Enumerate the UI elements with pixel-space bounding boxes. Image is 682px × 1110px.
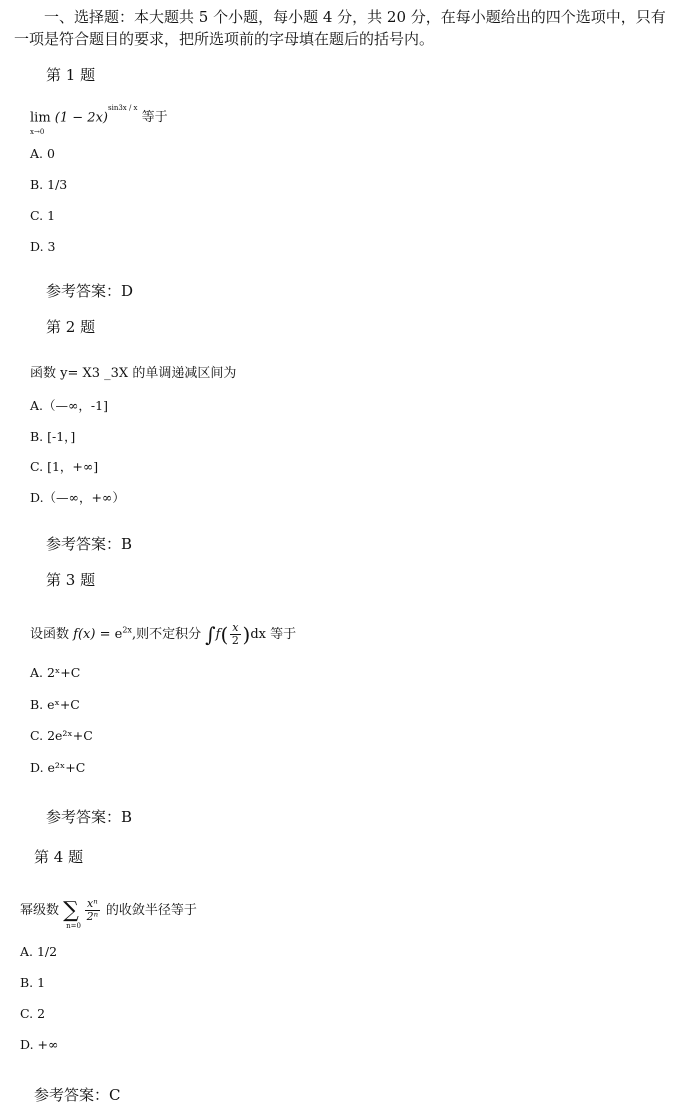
- question-3-option-a: A. 2ˣ+C: [30, 665, 81, 680]
- limit-exponent: sin3x / x: [107, 103, 138, 112]
- question-1-option-c: C. 1: [30, 208, 56, 223]
- differential: dx: [250, 627, 266, 642]
- question-4-answer: 参考答案：C: [34, 1086, 121, 1104]
- question-2-option-b: B. [-1，]: [30, 429, 76, 444]
- question-3-option-c: C. 2e²ˣ+C: [30, 728, 93, 743]
- question-3-header: 第 3 题: [46, 571, 96, 589]
- fraction-numerator: x: [232, 621, 239, 634]
- question-3-answer: 参考答案：B: [46, 808, 133, 826]
- limit-symbol: lim: [30, 110, 51, 125]
- question-2-option-a-text: A.（—∞，-1]: [30, 398, 108, 413]
- fraction-denominator: 2: [231, 634, 239, 647]
- integral-sign: ∫: [205, 622, 216, 647]
- question-2-option-d: D.（—∞，+∞）: [30, 490, 125, 505]
- integral-fraction: [230, 622, 240, 647]
- series-numerator: xⁿ: [87, 897, 98, 910]
- question-3-text-b: ,则不定积分: [131, 627, 202, 642]
- question-2-header: 第 2 题: [46, 318, 96, 336]
- question-3-text-a: 设函数: [30, 627, 70, 642]
- question-1-option-b: B. 1/3: [30, 177, 68, 192]
- question-3-option-b: B. eˣ+C: [30, 697, 80, 712]
- sum-subscript: n=0: [66, 922, 81, 930]
- question-4-option-c: C. 2: [20, 1006, 46, 1021]
- question-4-header: 第 4 题: [34, 848, 84, 866]
- series-denominator: 2ⁿ: [86, 910, 99, 923]
- sigma-symbol: ∑: [63, 898, 79, 923]
- exp-power: 2x: [122, 625, 132, 635]
- question-3-option-d: D. e²ˣ+C: [30, 760, 86, 775]
- equals-sign: =: [99, 627, 111, 642]
- limit-base: (1 − 2x): [54, 110, 108, 125]
- exp-base: e: [114, 627, 123, 642]
- question-1-option-a: A. 0: [30, 146, 55, 161]
- question-4-text-b: 的收敛半径等于: [105, 903, 197, 918]
- summation: [63, 898, 81, 930]
- question-1-stem: [30, 103, 168, 136]
- instructions-text: 一、选择题：本大题共 5 个小题，每小题 4 分，共 20 分，在每小题给出的四个选项中，只有一项是符合题目的要求，把所选项前的字母填在题后的括号内。: [14, 8, 666, 48]
- limit-subscript: x→0: [30, 127, 45, 136]
- question-1-text: 等于: [141, 110, 168, 125]
- question-1-header: 第 1 题: [46, 66, 96, 84]
- question-2-option-c: C. [1，+∞]: [30, 459, 99, 474]
- question-2-answer: 参考答案：B: [46, 535, 133, 553]
- right-paren: ): [242, 622, 251, 647]
- question-1-option-d: D. 3: [30, 239, 56, 254]
- question-3-stem: [30, 622, 296, 647]
- question-4-option-b: B. 1: [20, 975, 46, 990]
- question-4-text-a: 幂级数: [20, 903, 60, 918]
- question-2-text: 函数 y= X3 _3X 的单调递减区间为: [30, 366, 237, 381]
- left-paren: (: [220, 622, 229, 647]
- question-4-option-d: D. +∞: [20, 1037, 59, 1052]
- question-3-text-c: 等于: [270, 627, 297, 642]
- integral-f: f: [215, 627, 221, 642]
- question-1-formula: [30, 103, 138, 136]
- question-4-option-a: A. 1/2: [20, 944, 58, 959]
- question-2-option-a: [30, 396, 108, 414]
- section-instructions: [14, 6, 679, 50]
- question-1-answer: 参考答案：D: [46, 282, 134, 300]
- series-fraction: [85, 898, 100, 923]
- function-fx: f(x): [73, 627, 96, 642]
- question-4-stem: [20, 897, 197, 930]
